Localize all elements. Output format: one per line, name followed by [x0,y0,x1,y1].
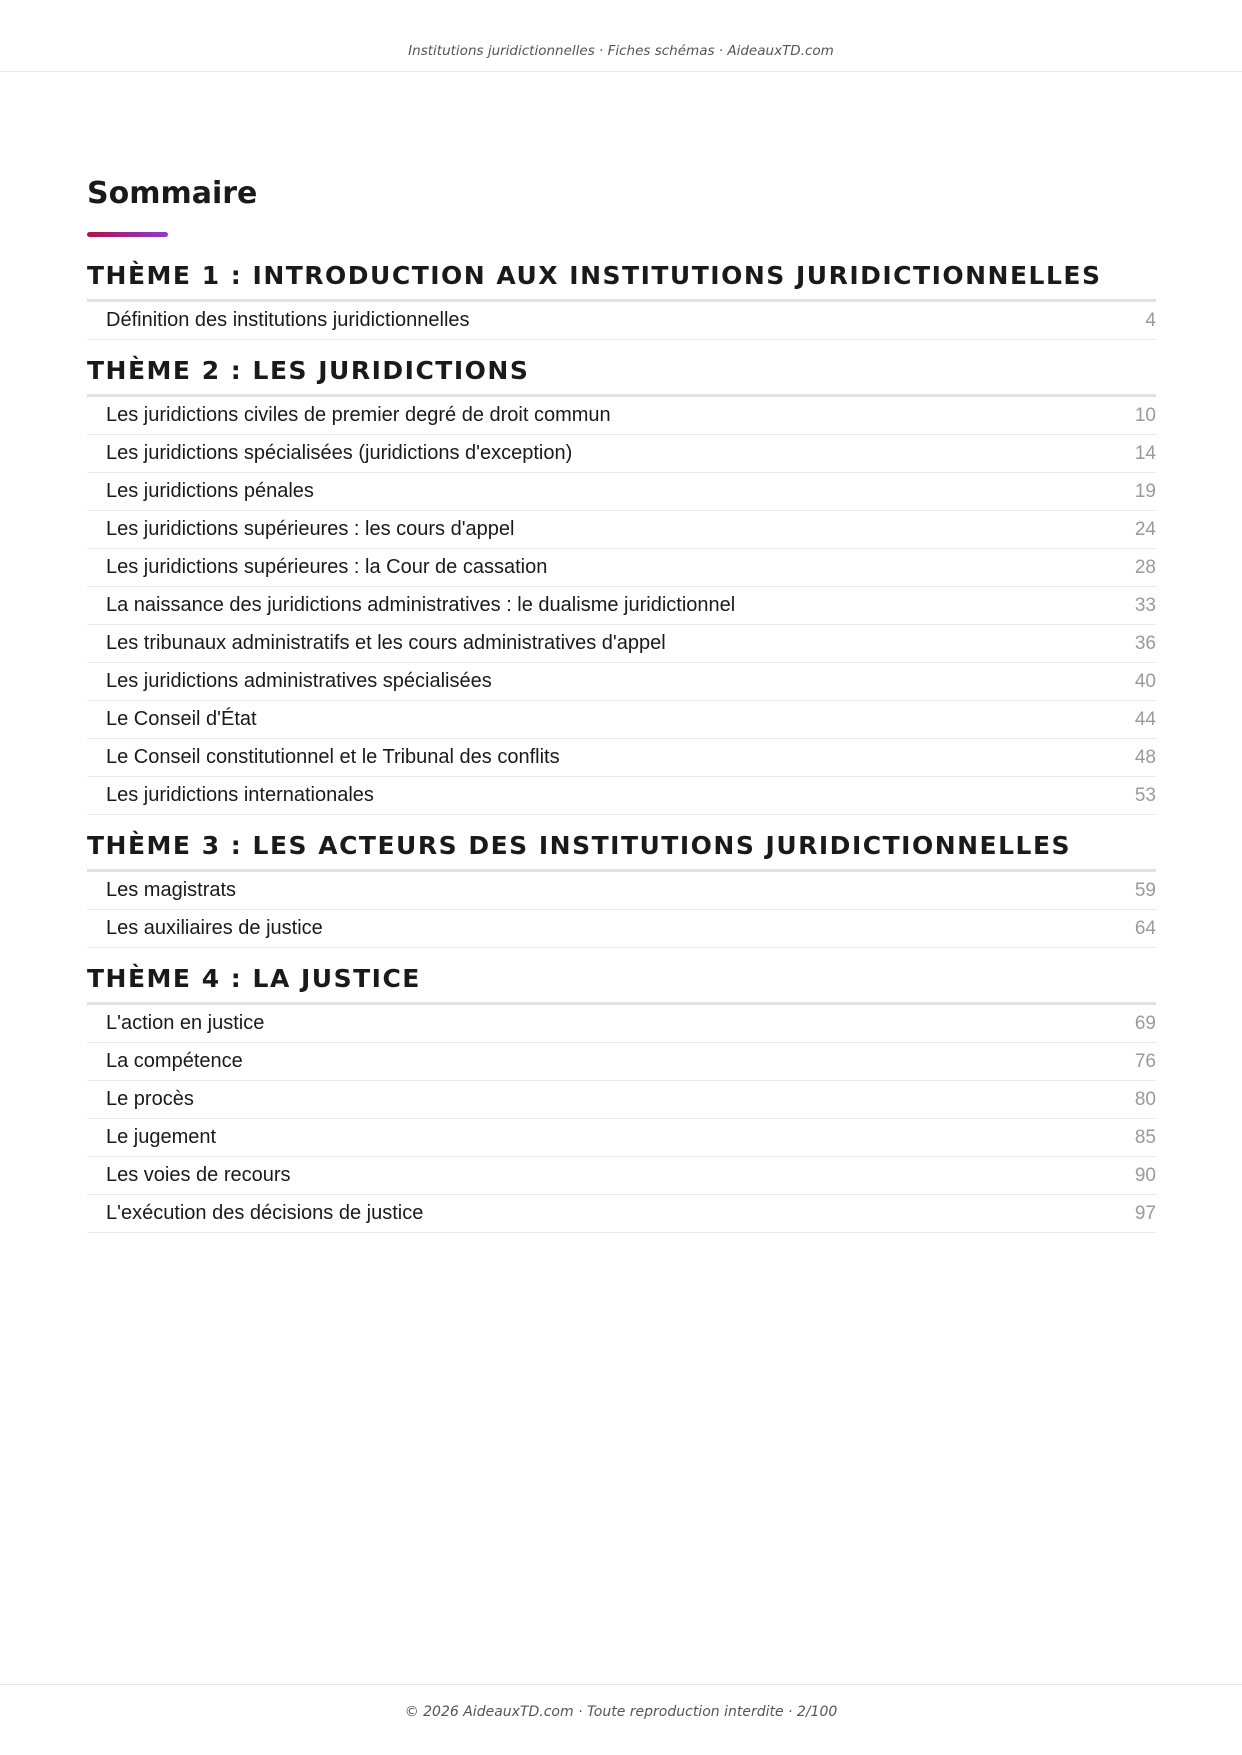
toc-entry-page-number: 76 [1134,1050,1156,1072]
toc-entry-page-number: 97 [1134,1202,1156,1224]
toc-entry[interactable] [87,549,1156,587]
theme-heading: THÈME 3 : LES ACTEURS DES INSTITUTIONS JURIDICTIONNELLES [87,829,1156,872]
toc-entry-page-number: 4 [1145,309,1156,331]
toc-entry[interactable] [87,1005,1156,1043]
theme-section [87,829,1156,948]
toc-entry-label: Définition des institutions juridictionnelles [106,309,470,331]
toc-entry[interactable] [87,473,1156,511]
toc-entry-label: Le jugement [106,1126,217,1148]
toc-entry[interactable] [87,777,1156,815]
toc-entry-label: La naissance des juridictions administratives : le dualisme juridictionnel [106,594,736,616]
toc-entry-page-number: 14 [1134,442,1156,464]
toc-entry[interactable] [87,435,1156,473]
toc-entry[interactable] [87,910,1156,948]
toc-entry-label: Les tribunaux administratifs et les cours administratives d'appel [106,632,666,654]
toc-entry-label: Les magistrats [106,879,237,901]
toc-title: Sommaire [87,176,258,211]
toc-entry[interactable] [87,701,1156,739]
toc-entry-label: Le Conseil constitutionnel et le Tribunal des conflits [106,746,560,768]
toc-entry[interactable] [87,397,1156,435]
theme-section [87,259,1156,340]
theme-item-list [87,1005,1156,1233]
theme-spacer [87,948,1156,962]
toc-entry[interactable] [87,872,1156,910]
toc-entry-label: Les juridictions spécialisées (juridictions d'exception) [106,442,573,464]
theme-section [87,962,1156,1233]
theme-item-list [87,302,1156,340]
toc-entry[interactable] [87,1157,1156,1195]
toc-entry-page-number: 44 [1134,708,1156,730]
toc-entry-page-number: 90 [1134,1164,1156,1186]
toc-entry-page-number: 36 [1134,632,1156,654]
theme-heading: THÈME 1 : INTRODUCTION AUX INSTITUTIONS JURIDICTIONNELLES [87,259,1156,302]
toc-entry-page-number: 64 [1134,917,1156,939]
toc-entry-label: Les voies de recours [106,1164,291,1186]
toc-entry-page-number: 19 [1134,480,1156,502]
toc-entry[interactable] [87,663,1156,701]
toc-entry[interactable] [87,1119,1156,1157]
toc-entry[interactable] [87,1195,1156,1233]
toc-entry-label: Les juridictions administratives spécialisées [106,670,492,692]
footer-text: © 2026 AideauxTD.com · Toute reproduction interdite · 2/100 [404,1704,838,1720]
toc-entry-page-number: 24 [1134,518,1156,540]
toc-entry-page-number: 59 [1134,879,1156,901]
toc-entry-label: Les juridictions civiles de premier degré de droit commun [106,404,611,426]
page-header [0,0,1242,72]
toc-entry-label: Le Conseil d'État [106,708,257,730]
toc-entry[interactable] [87,739,1156,777]
theme-item-list [87,872,1156,948]
toc-entry-page-number: 85 [1134,1126,1156,1148]
toc-entry[interactable] [87,1043,1156,1081]
toc-entry-label: Les juridictions supérieures : la Cour de cassation [106,556,548,578]
toc-entry-page-number: 40 [1134,670,1156,692]
toc-entry-page-number: 69 [1134,1012,1156,1034]
toc-entry[interactable] [87,625,1156,663]
theme-spacer [87,815,1156,829]
page-footer [0,1684,1242,1755]
toc-entry-label: Les auxiliaires de justice [106,917,323,939]
title-accent-rule [87,232,168,237]
toc-entry-label: L'exécution des décisions de justice [106,1202,424,1224]
toc-entry[interactable] [87,1081,1156,1119]
toc-entry-label: Les juridictions internationales [106,784,374,806]
toc-entry-label: Les juridictions supérieures : les cours d'appel [106,518,515,540]
toc-entry[interactable] [87,302,1156,340]
theme-heading: THÈME 4 : LA JUSTICE [87,962,1156,1005]
toc-entry[interactable] [87,511,1156,549]
toc-entry-page-number: 33 [1134,594,1156,616]
header-text: Institutions juridictionnelles · Fiches schémas · AideauxTD.com [408,43,834,59]
theme-spacer [87,340,1156,354]
toc-entry-page-number: 80 [1134,1088,1156,1110]
theme-item-list [87,397,1156,815]
toc-entry-page-number: 10 [1134,404,1156,426]
theme-heading: THÈME 2 : LES JURIDICTIONS [87,354,1156,397]
theme-section [87,354,1156,815]
toc-entry-label: La compétence [106,1050,243,1072]
toc-entry-page-number: 28 [1134,556,1156,578]
toc-entry-label: Le procès [106,1088,194,1110]
toc-entry-page-number: 48 [1134,746,1156,768]
toc-entry-label: L'action en justice [106,1012,265,1034]
toc-entry[interactable] [87,587,1156,625]
table-of-contents [87,174,1156,1233]
toc-entry-page-number: 53 [1134,784,1156,806]
toc-themes [87,259,1156,1233]
toc-entry-label: Les juridictions pénales [106,480,314,502]
